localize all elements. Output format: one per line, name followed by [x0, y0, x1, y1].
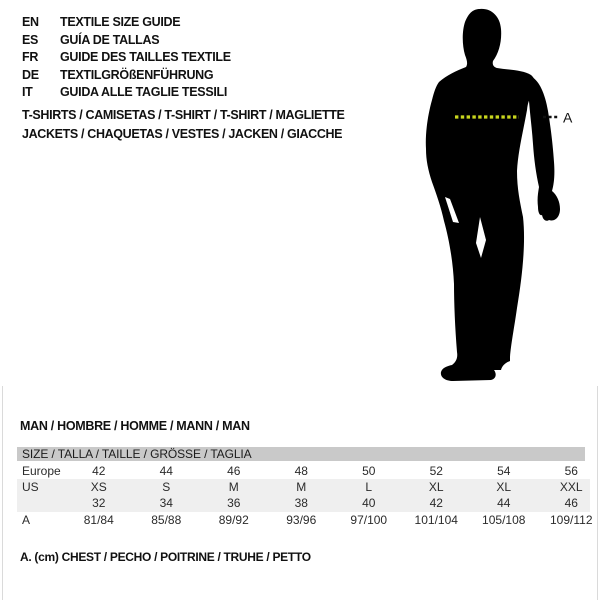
size-cell: XL: [496, 480, 512, 495]
language-label: TEXTILGRÖßENFÜHRUNG: [60, 67, 214, 82]
man-silhouette-figure: [390, 0, 600, 420]
table-row-europe: [17, 463, 600, 479]
size-cell: 101/104: [414, 512, 458, 527]
language-row-es: [22, 32, 231, 50]
size-cell: 40: [362, 496, 376, 511]
page-edge-line-left: [2, 386, 3, 600]
category-line-jackets: JACKETS / CHAQUETAS / VESTES / JACKEN / GIACCHE: [22, 127, 343, 142]
size-cell: 44: [159, 464, 173, 479]
size-cell: 32: [92, 496, 106, 511]
size-cell: 36: [227, 496, 241, 511]
size-cell: 97/100: [350, 512, 388, 527]
table-row-chest-a: [17, 512, 600, 528]
size-cell: XS: [90, 480, 107, 495]
language-list: [22, 14, 231, 102]
size-cell: 34: [159, 496, 173, 511]
size-table-header: SIZE / TALLA / TAILLE / GRÖSSE / TAGLIA: [17, 447, 585, 461]
page-edge-line-right: [597, 386, 598, 600]
language-label: GUIDE DES TAILLES TEXTILE: [60, 50, 231, 65]
size-cell: L: [365, 480, 373, 495]
language-row-de: [22, 67, 231, 85]
size-cell: 85/88: [151, 512, 182, 527]
man-body-shape: [426, 9, 536, 381]
language-code: FR: [22, 50, 39, 65]
size-cell: 38: [294, 496, 308, 511]
size-cell: 42: [429, 496, 443, 511]
language-row-en: [22, 14, 231, 32]
size-cell: 48: [294, 464, 308, 479]
size-cell: 42: [92, 464, 106, 479]
language-label: TEXTILE SIZE GUIDE: [60, 15, 181, 29]
category-line-tshirts: T-SHIRTS / CAMISETAS / T-SHIRT / T-SHIRT / MAGLIETTE: [22, 108, 345, 122]
table-row-numeric: [17, 495, 600, 511]
size-cell: 93/96: [286, 512, 317, 527]
size-cell: XXL: [559, 480, 583, 495]
size-cell: 52: [429, 464, 443, 479]
size-cell: 109/112: [550, 512, 593, 527]
section-title-man: MAN / HOMBRE / HOMME / MANN / MAN: [20, 419, 250, 433]
measure-label-a: A: [563, 109, 573, 126]
size-cell: 105/108: [482, 512, 526, 527]
measurement-footnote: A. (cm) CHEST / PECHO / POITRINE / TRUHE / PETTO: [20, 550, 311, 564]
language-row-it: [22, 84, 231, 102]
table-row-us: [17, 479, 600, 495]
size-cell: 46: [564, 496, 578, 511]
language-code: EN: [22, 15, 39, 29]
size-cell: 50: [362, 464, 376, 479]
row-label: US: [22, 480, 39, 495]
man-right-arm-shape: [529, 77, 560, 221]
language-code: ES: [22, 32, 39, 47]
size-cell: M: [296, 480, 307, 495]
row-label: A: [22, 512, 31, 527]
size-cell: 81/84: [83, 512, 114, 527]
size-cell: XL: [428, 480, 444, 495]
size-cell: 54: [497, 464, 511, 479]
size-cell: 89/92: [218, 512, 249, 527]
language-label: GUÍA DE TALLAS: [60, 32, 160, 47]
size-cell: 56: [564, 464, 578, 479]
size-cell: M: [228, 480, 239, 495]
language-row-fr: [22, 49, 231, 67]
man-silhouette-svg: [390, 0, 600, 420]
category-lines: [22, 106, 345, 145]
size-cell: 46: [227, 464, 241, 479]
language-code: DE: [22, 67, 39, 82]
size-table: [17, 447, 600, 528]
language-label: GUIDA ALLE TAGLIE TESSILI: [60, 85, 228, 100]
language-code: IT: [22, 85, 33, 100]
size-cell: S: [162, 480, 171, 495]
size-cell: 44: [497, 496, 511, 511]
row-label: Europe: [22, 464, 61, 479]
